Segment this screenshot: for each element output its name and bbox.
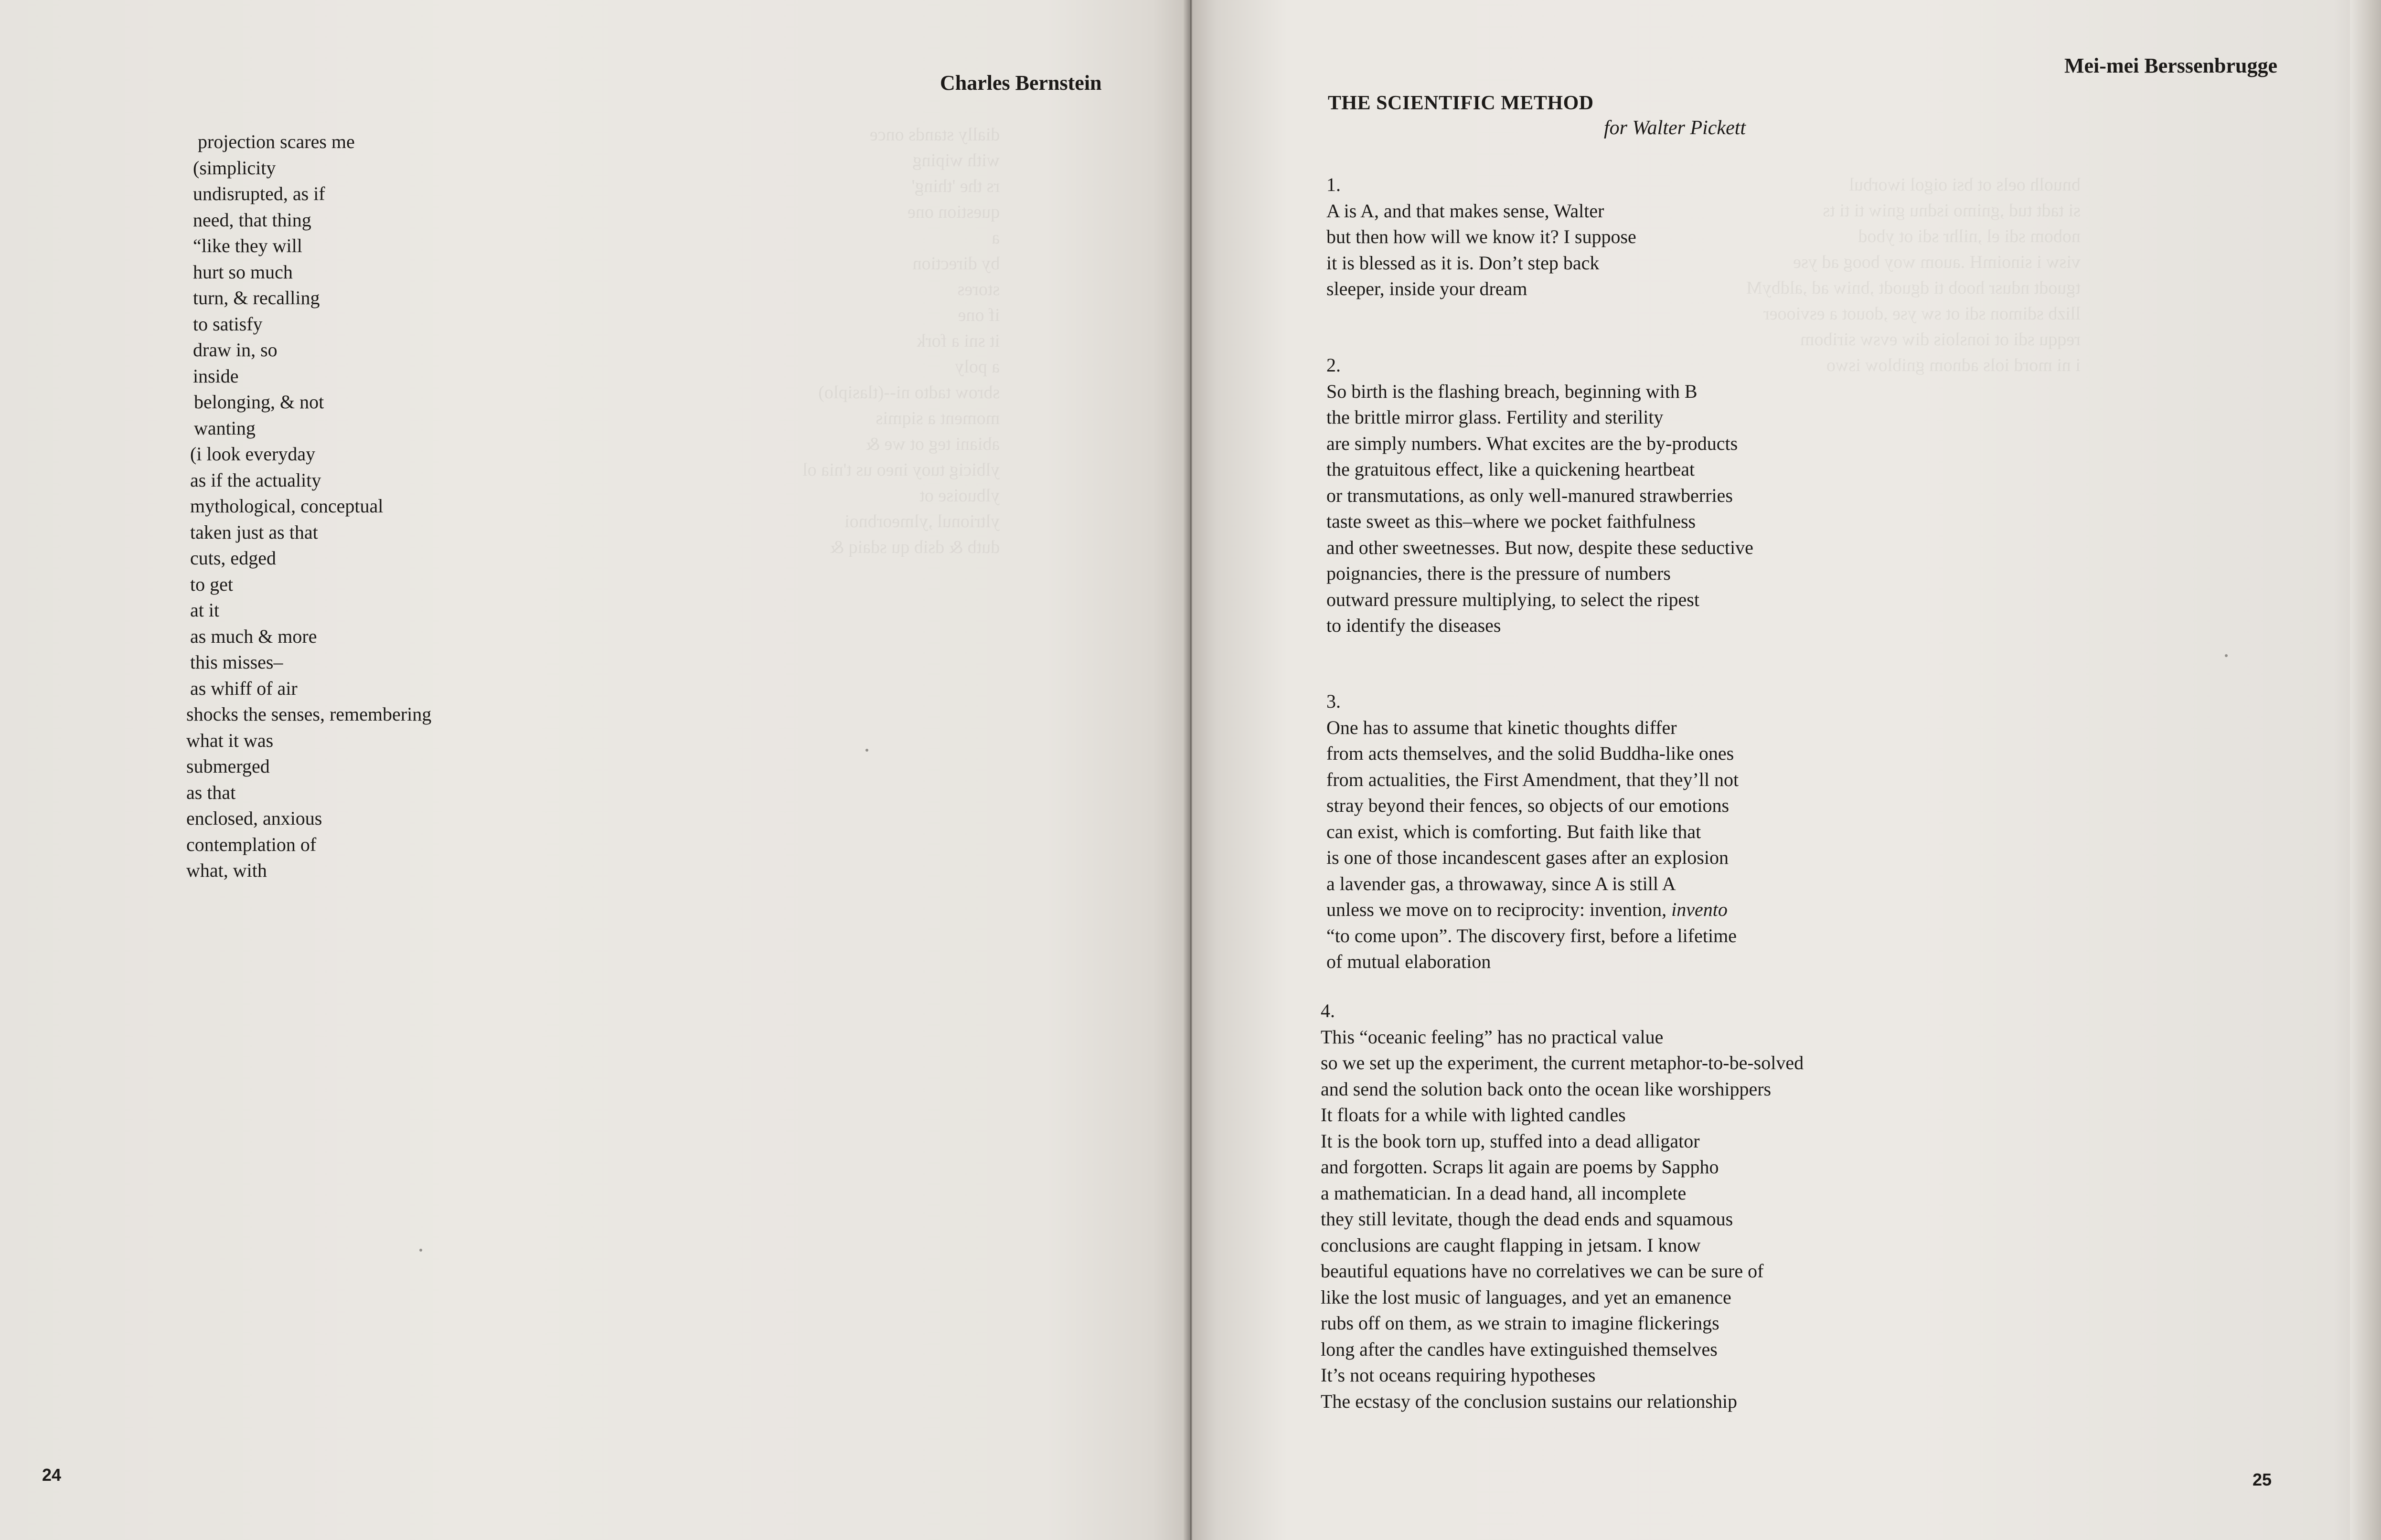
poem-line: undisrupted, as if: [193, 183, 325, 204]
left-page-number: 24: [42, 1465, 62, 1485]
italic-word: invento: [1671, 899, 1728, 920]
poem-line: it is blessed as it is. Don’t step back: [1326, 252, 1600, 274]
poem-line: what it was: [186, 729, 274, 751]
poem-line: contemplation of: [186, 833, 317, 855]
poem-line: It is the book torn up, stuffed into a dead alligator: [1321, 1130, 1700, 1152]
poem-line: like the lost music of languages, and yet an emanence: [1321, 1286, 1731, 1308]
left-running-head: Charles Bernstein: [940, 71, 1102, 95]
section-number: 2.: [1326, 354, 1341, 376]
poem-line: the gratuitous effect, like a quickening heartbeat: [1326, 458, 1695, 480]
poem-line: One has to assume that kinetic thoughts differ: [1326, 716, 1677, 738]
poem-line: (i look everyday: [190, 443, 316, 465]
page-edge: [2350, 0, 2381, 1540]
poem-line: and forgotten. Scraps lit again are poems by Sappho: [1321, 1156, 1719, 1178]
poem-line: from acts themselves, and the solid Buddha-like ones: [1326, 743, 1734, 764]
poem-line: conclusions are caught flapping in jetsam. I know: [1321, 1234, 1701, 1256]
left-poem: [182, 129, 431, 884]
paper-speck: [865, 749, 868, 752]
poem-line: taken just as that: [190, 521, 318, 543]
poem-line: “to come upon”. The discovery first, before a lifetime: [1326, 924, 1737, 946]
poem-line: need, that thing: [193, 209, 311, 231]
show-through-text: dially stands once with wiping rs the 'thing' question one a by direction stores if one it sni a fork a poly sbrow tadto ni--(tlasiplo) moment a siqmis abiani teg ot we & ylbicig tuoy ineo us t'nia ol ylbuoise ot yltrionul ,ylmeorbnoi dutb & dsib qu sdaiq &: [802, 125, 1000, 557]
poem-section-2: [1326, 352, 1753, 639]
left-page: [0, 0, 1188, 1540]
poem-line: wanting: [194, 417, 256, 439]
poem-line: taste sweet as this–where we pocket faithfulness: [1326, 510, 1696, 532]
poem-line: This “oceanic feeling” has no practical value: [1321, 1026, 1664, 1048]
poem-line: as whiff of air: [190, 677, 298, 699]
poem-line: from actualities, the First Amendment, that they’ll not: [1326, 768, 1739, 790]
poem-line: shocks the senses, remembering: [186, 703, 432, 725]
poem-line: what, with: [186, 860, 267, 881]
poem-line: turn, & recalling: [193, 287, 320, 308]
right-page-number: 25: [2253, 1470, 2272, 1489]
poem-line: inside: [193, 365, 239, 387]
poem-line: belonging, & not: [194, 391, 324, 413]
poem-line: and send the solution back onto the ocean like worshippers: [1321, 1078, 1772, 1100]
poem-line: stray beyond their fences, so objects of our emotions: [1326, 795, 1730, 816]
paper-speck: [2225, 654, 2228, 657]
poem-line: and other sweetnesses. But now, despite these seductive: [1326, 536, 1753, 558]
poem-line: projection scares me: [198, 131, 355, 152]
poem-line: as that: [186, 781, 236, 803]
poem-line: enclosed, anxious: [186, 807, 322, 829]
section-number: 3.: [1326, 690, 1341, 712]
poem-line: or transmutations, as only well-manured strawberries: [1326, 484, 1733, 506]
poem-line: cuts, edged: [190, 547, 276, 569]
poem-line: (simplicity: [193, 157, 276, 179]
poem-line: draw in, so: [193, 339, 278, 361]
poem-line: “like they will: [193, 235, 302, 256]
right-running-head: Mei-mei Berssenbrugge: [2064, 54, 2277, 77]
poem-line: It’s not oceans requiring hypotheses: [1321, 1364, 1596, 1386]
poem-line: to get: [190, 573, 233, 595]
poem-line: submerged: [186, 755, 270, 777]
show-through-text: bnuolh oels ot bsi oigol iworbul si tadt tud ,gnimo isdnu gniw ti ti ts nobom sdi el ,nilhr sdi ot ybod visw i sinoimH .auom woy boog ad yse tguodt ndusr hoob ti dguodt ,bniw ad ,aldbyM llizb sdimon sdi ot sw yse ,douot a esviooer reqqu sdi ot ionslois diw evsw siribom i ni mord iols adnom gniblow iswo: [1746, 175, 2081, 375]
poem-line: beautiful equations have no correlatives we can be sure of: [1321, 1260, 1764, 1282]
poem-line: The ecstasy of the conclusion sustains our relationship: [1321, 1390, 1738, 1412]
poem-line: to satisfy: [193, 313, 263, 335]
poem-section-4: [1321, 998, 1804, 1414]
poem-line: A is A, and that makes sense, Walter: [1326, 200, 1604, 222]
poem-line: of mutual elaboration: [1326, 951, 1491, 972]
poem-line-text: unless we move on to reciprocity: invention,: [1326, 899, 1672, 920]
poem-line: as much & more: [190, 625, 317, 647]
section-number: 4.: [1321, 1000, 1335, 1021]
poem-line: a lavender gas, a throwaway, since A is still A: [1326, 872, 1676, 894]
poem-line: long after the candles have extinguished themselves: [1321, 1338, 1718, 1360]
poem-line: the brittle mirror glass. Fertility and sterility: [1326, 406, 1664, 428]
poem-line: hurt so much: [193, 261, 293, 283]
paper-speck: [419, 1249, 422, 1252]
poem-line: mythological, conceptual: [190, 495, 384, 517]
poem-line: but then how will we know it? I suppose: [1326, 226, 1636, 247]
poem-line: so we set up the experiment, the current metaphor-to-be-solved: [1321, 1052, 1804, 1073]
poem-line: a mathematician. In a dead hand, all incomplete: [1321, 1182, 1687, 1204]
poem-section-1: [1326, 172, 1636, 302]
poem-line: sleeper, inside your dream: [1326, 278, 1527, 299]
poem-line: poignancies, there is the pressure of numbers: [1326, 563, 1671, 584]
poem-section-3: [1326, 689, 1739, 975]
poem-line: this misses–: [190, 651, 283, 673]
poem-line: are simply numbers. What excites are the by-products: [1326, 432, 1738, 454]
poem-line: to identify the diseases: [1326, 615, 1501, 636]
poem-line: rubs off on them, as we strain to imagine flickerings: [1321, 1312, 1719, 1334]
poem-line: So birth is the flashing breach, beginning with B: [1326, 380, 1698, 402]
poem-line: can exist, which is comforting. But faith like that: [1326, 820, 1701, 842]
poem-line: they still levitate, though the dead ends and squamous: [1321, 1208, 1733, 1230]
poem-line: outward pressure multiplying, to select the ripest: [1326, 588, 1699, 610]
poem-line: It floats for a while with lighted candles: [1321, 1104, 1626, 1126]
poem-line: [1326, 897, 1739, 923]
poem-dedication: for Walter Pickett: [1604, 117, 1746, 139]
poem-title: THE SCIENTIFIC METHOD: [1328, 92, 1594, 114]
poem-line: is one of those incandescent gases after an explosion: [1326, 847, 1729, 868]
section-number: 1.: [1326, 174, 1341, 195]
poem-line: as if the actuality: [190, 469, 321, 491]
poem-line: at it: [190, 599, 220, 621]
